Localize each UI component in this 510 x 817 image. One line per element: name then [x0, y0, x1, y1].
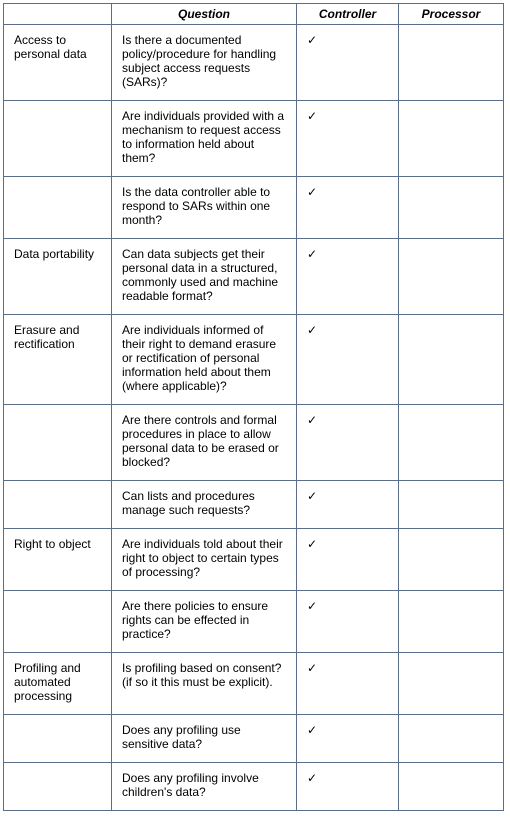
table-row: [4, 653, 504, 715]
question-cell: Can data subjects get their personal data in a structured, commonly used and machine readable format?: [112, 239, 297, 315]
topic-cell: [4, 591, 112, 653]
table-row: [4, 481, 504, 529]
controller-check-cell: ✓: [297, 239, 399, 315]
topic-cell: [4, 405, 112, 481]
controller-check-cell: ✓: [297, 101, 399, 177]
table-row: [4, 715, 504, 763]
table-row: [4, 315, 504, 405]
table-row: [4, 591, 504, 653]
controller-check-cell: ✓: [297, 715, 399, 763]
table-row: [4, 101, 504, 177]
header-topic: [4, 4, 112, 25]
controller-check-cell: ✓: [297, 653, 399, 715]
processor-cell: [399, 763, 504, 811]
processor-cell: [399, 239, 504, 315]
processor-cell: [399, 25, 504, 101]
table-row: [4, 177, 504, 239]
question-cell: Is there a documented policy/procedure for handling subject access requests (SARs)?: [112, 25, 297, 101]
topic-cell: [4, 715, 112, 763]
processor-cell: [399, 481, 504, 529]
topic-cell: Profiling and automated processing: [4, 653, 112, 715]
controller-check-cell: ✓: [297, 405, 399, 481]
question-cell: Are individuals told about their right to object to certain types of processing?: [112, 529, 297, 591]
header-question: Question: [112, 4, 297, 25]
controller-check-cell: ✓: [297, 25, 399, 101]
table-row: [4, 763, 504, 811]
topic-cell: Erasure and rectification: [4, 315, 112, 405]
header-processor: Processor: [399, 4, 504, 25]
processor-cell: [399, 591, 504, 653]
table-row: [4, 405, 504, 481]
processor-cell: [399, 653, 504, 715]
processor-cell: [399, 405, 504, 481]
controller-check-cell: ✓: [297, 591, 399, 653]
table-header: [4, 4, 504, 25]
question-cell: Is the data controller able to respond to SARs within one month?: [112, 177, 297, 239]
header-controller: Controller: [297, 4, 399, 25]
question-cell: Does any profiling involve children's data?: [112, 763, 297, 811]
topic-cell: Access to personal data: [4, 25, 112, 101]
processor-cell: [399, 101, 504, 177]
question-cell: Are there controls and formal procedures in place to allow personal data to be erased or blocked?: [112, 405, 297, 481]
controller-check-cell: ✓: [297, 177, 399, 239]
topic-cell: [4, 177, 112, 239]
topic-cell: Data portability: [4, 239, 112, 315]
question-cell: Are there policies to ensure rights can be effected in practice?: [112, 591, 297, 653]
question-cell: Are individuals provided with a mechanism to request access to information held about them?: [112, 101, 297, 177]
processor-cell: [399, 177, 504, 239]
controller-check-cell: ✓: [297, 481, 399, 529]
topic-cell: [4, 481, 112, 529]
table-body: [4, 25, 504, 811]
processor-cell: [399, 529, 504, 591]
header-row: [4, 4, 504, 25]
controller-check-cell: ✓: [297, 315, 399, 405]
question-cell: Does any profiling use sensitive data?: [112, 715, 297, 763]
controller-check-cell: ✓: [297, 529, 399, 591]
processor-cell: [399, 315, 504, 405]
processor-cell: [399, 715, 504, 763]
question-cell: Can lists and procedures manage such requests?: [112, 481, 297, 529]
controller-check-cell: ✓: [297, 763, 399, 811]
table-row: [4, 239, 504, 315]
question-cell: Are individuals informed of their right to demand erasure or rectification of personal information held about them (where applicable)?: [112, 315, 297, 405]
table-row: [4, 529, 504, 591]
topic-cell: [4, 101, 112, 177]
gdpr-checklist-table: [3, 3, 504, 811]
question-cell: Is profiling based on consent? (if so it this must be explicit).: [112, 653, 297, 715]
topic-cell: [4, 763, 112, 811]
table-row: [4, 25, 504, 101]
topic-cell: Right to object: [4, 529, 112, 591]
